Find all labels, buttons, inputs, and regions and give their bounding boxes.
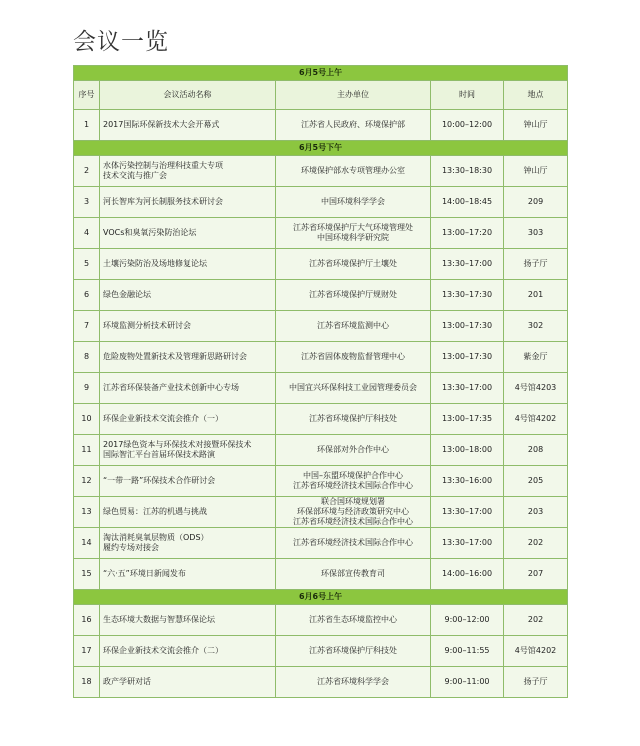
cell-org (276, 342, 431, 373)
header-place: 地点 (504, 81, 568, 110)
cell-org (276, 249, 431, 280)
section-label: 6月5号上午 (74, 66, 568, 81)
cell-no: 14 (74, 528, 100, 559)
table-row (74, 342, 568, 373)
cell-name-line: 淘汰消耗臭氧层物质（ODS） (103, 533, 209, 542)
cell-place: 205 (504, 466, 568, 497)
cell-place: 207 (504, 559, 568, 590)
cell-name (100, 218, 276, 249)
cell-place: 4号馆4202 (504, 404, 568, 435)
cell-place: 扬子厅 (504, 249, 568, 280)
table-row (74, 497, 568, 528)
cell-org-line: 中国–东盟环境保护合作中心 (303, 471, 403, 480)
table-row (74, 605, 568, 636)
table-row (74, 187, 568, 218)
cell-place: 209 (504, 187, 568, 218)
cell-org (276, 156, 431, 187)
cell-org (276, 187, 431, 218)
cell-time: 13:00–17:20 (431, 218, 504, 249)
section-label: 6月5号下午 (74, 141, 568, 156)
cell-time: 13:30–17:30 (431, 280, 504, 311)
cell-no: 4 (74, 218, 100, 249)
cell-org (276, 311, 431, 342)
cell-name (100, 435, 276, 466)
cell-no: 1 (74, 110, 100, 141)
section-banner (74, 66, 568, 81)
cell-place: 208 (504, 435, 568, 466)
cell-name-line: 国际智汇平台首届环保技术路演 (103, 450, 215, 459)
cell-name-line: 绿色贸易：江苏的机遇与挑战 (103, 507, 207, 516)
cell-time: 14:00–18:45 (431, 187, 504, 218)
cell-name (100, 280, 276, 311)
cell-place: 202 (504, 528, 568, 559)
cell-org (276, 280, 431, 311)
agenda-table (73, 65, 568, 698)
cell-name (100, 605, 276, 636)
cell-org (276, 497, 431, 528)
cell-time: 13:30–16:00 (431, 466, 504, 497)
table-row (74, 373, 568, 404)
cell-no: 17 (74, 636, 100, 667)
cell-name-line: 技术交流与推广会 (103, 171, 167, 180)
cell-name-line: “六·五”环境日新闻发布 (103, 569, 186, 578)
cell-no: 9 (74, 373, 100, 404)
cell-no: 3 (74, 187, 100, 218)
cell-name-line: “一带一路”环保技术合作研讨会 (103, 476, 216, 485)
cell-time: 13:00–17:30 (431, 342, 504, 373)
cell-org (276, 559, 431, 590)
cell-org (276, 218, 431, 249)
cell-time: 9:00–11:55 (431, 636, 504, 667)
cell-time: 9:00–12:00 (431, 605, 504, 636)
cell-name-line: 危险废物处置新技术及管理新思路研讨会 (103, 352, 247, 361)
cell-name (100, 466, 276, 497)
cell-no: 6 (74, 280, 100, 311)
cell-name-line: VOCs和臭氧污染防治论坛 (103, 228, 197, 237)
header-org: 主办单位 (276, 81, 431, 110)
cell-name (100, 667, 276, 698)
cell-no: 15 (74, 559, 100, 590)
cell-no: 16 (74, 605, 100, 636)
cell-name (100, 404, 276, 435)
cell-org-line: 环保部环境与经济政策研究中心 (297, 507, 409, 516)
cell-org-line: 江苏省环境保护厅科技处 (309, 646, 397, 655)
cell-org (276, 528, 431, 559)
cell-name-line: 绿色金融论坛 (103, 290, 151, 299)
table-row (74, 667, 568, 698)
cell-name-line: 江苏省环保装备产业技术创新中心专场 (103, 383, 239, 392)
cell-org-line: 江苏省环境保护厅科技处 (309, 414, 397, 423)
cell-name-line: 生态环境大数据与智慧环保论坛 (103, 615, 215, 624)
cell-time: 13:30–18:30 (431, 156, 504, 187)
cell-time: 10:00–12:00 (431, 110, 504, 141)
cell-place: 303 (504, 218, 568, 249)
cell-org-line: 江苏省环境科学学会 (317, 677, 389, 686)
cell-name (100, 249, 276, 280)
header-name: 会议活动名称 (100, 81, 276, 110)
table-row (74, 404, 568, 435)
section-label: 6月6号上午 (74, 590, 568, 605)
cell-name (100, 156, 276, 187)
table-row (74, 156, 568, 187)
cell-org-line: 江苏省固体废物监督管理中心 (301, 352, 405, 361)
cell-time: 13:30–17:00 (431, 249, 504, 280)
table-row (74, 311, 568, 342)
cell-name (100, 373, 276, 404)
cell-no: 7 (74, 311, 100, 342)
cell-org (276, 636, 431, 667)
cell-name (100, 311, 276, 342)
cell-time: 13:30–17:00 (431, 373, 504, 404)
cell-place: 扬子厅 (504, 667, 568, 698)
cell-name-line: 政产学研对话 (103, 677, 151, 686)
cell-name-line: 2017绿色资本与环保技术对接暨环保技术 (103, 440, 252, 449)
cell-name (100, 497, 276, 528)
cell-name-line: 土壤污染防治及场地修复论坛 (103, 259, 207, 268)
page-title: 会议一览 (73, 29, 169, 55)
cell-name (100, 187, 276, 218)
header-time: 时间 (431, 81, 504, 110)
section-banner (74, 590, 568, 605)
cell-org (276, 667, 431, 698)
cell-no: 2 (74, 156, 100, 187)
cell-org-line: 江苏省环境保护厅土壤处 (309, 259, 397, 268)
cell-org-line: 江苏省环境经济技术国际合作中心 (293, 517, 413, 526)
table-row (74, 528, 568, 559)
cell-org (276, 605, 431, 636)
header-no: 序号 (74, 81, 100, 110)
cell-org-line: 江苏省环境保护厅大气环境管理处 (293, 223, 413, 232)
cell-name (100, 636, 276, 667)
cell-name (100, 528, 276, 559)
cell-place: 302 (504, 311, 568, 342)
cell-time: 13:00–18:00 (431, 435, 504, 466)
cell-org (276, 110, 431, 141)
cell-time: 13:30–17:00 (431, 497, 504, 528)
cell-place: 4号馆4203 (504, 373, 568, 404)
table-row (74, 435, 568, 466)
cell-place: 钟山厅 (504, 156, 568, 187)
cell-time: 13:00–17:30 (431, 311, 504, 342)
cell-no: 18 (74, 667, 100, 698)
cell-org-line: 江苏省人民政府、环境保护部 (301, 120, 405, 129)
table-row (74, 636, 568, 667)
table-header-row (74, 81, 568, 110)
cell-org-line: 中国环境科学学会 (321, 197, 385, 206)
cell-name-line: 环保企业新技术交流会推介（二） (103, 646, 223, 655)
cell-org-line: 环保部对外合作中心 (317, 445, 389, 454)
cell-org-line: 江苏省环境经济技术国际合作中心 (293, 538, 413, 547)
cell-place: 紫金厅 (504, 342, 568, 373)
cell-time: 13:00–17:35 (431, 404, 504, 435)
cell-org-line: 江苏省环境经济技术国际合作中心 (293, 481, 413, 490)
cell-org-line: 江苏省生态环境监控中心 (309, 615, 397, 624)
cell-no: 10 (74, 404, 100, 435)
cell-org (276, 435, 431, 466)
cell-name-line: 履约专场对接会 (103, 543, 159, 552)
cell-place: 钟山厅 (504, 110, 568, 141)
cell-place: 4号馆4202 (504, 636, 568, 667)
table-row (74, 249, 568, 280)
cell-name (100, 110, 276, 141)
cell-no: 12 (74, 466, 100, 497)
cell-org (276, 373, 431, 404)
cell-org-line: 环保部宣传教育司 (321, 569, 385, 578)
cell-no: 13 (74, 497, 100, 528)
cell-time: 13:30–17:00 (431, 528, 504, 559)
cell-place: 202 (504, 605, 568, 636)
cell-name (100, 559, 276, 590)
cell-no: 11 (74, 435, 100, 466)
cell-name-line: 河长智库为河长制服务技术研讨会 (103, 197, 223, 206)
cell-place: 201 (504, 280, 568, 311)
cell-org (276, 404, 431, 435)
table-row (74, 280, 568, 311)
cell-org-line: 中国环境科学研究院 (317, 233, 389, 242)
cell-name-line: 环保企业新技术交流会推介（一） (103, 414, 223, 423)
cell-time: 9:00–11:00 (431, 667, 504, 698)
cell-org-line: 江苏省环境监测中心 (317, 321, 389, 330)
cell-org-line: 中国宜兴环保科技工业园管理委员会 (289, 383, 417, 392)
section-banner (74, 141, 568, 156)
cell-org-line: 联合国环境规划署 (321, 497, 385, 506)
cell-no: 8 (74, 342, 100, 373)
cell-org-line: 江苏省环境保护厅规财处 (309, 290, 397, 299)
table-row (74, 559, 568, 590)
cell-name-line: 水体污染控制与治理科技重大专项 (103, 161, 223, 170)
cell-name (100, 342, 276, 373)
table-row (74, 218, 568, 249)
cell-name-line: 环境监测分析技术研讨会 (103, 321, 191, 330)
table-row (74, 466, 568, 497)
cell-org-line: 环境保护部水专项管理办公室 (301, 166, 405, 175)
cell-place: 203 (504, 497, 568, 528)
cell-no: 5 (74, 249, 100, 280)
cell-time: 14:00–16:00 (431, 559, 504, 590)
table-row (74, 110, 568, 141)
cell-name-line: 2017国际环保新技术大会开幕式 (103, 120, 220, 129)
cell-org (276, 466, 431, 497)
